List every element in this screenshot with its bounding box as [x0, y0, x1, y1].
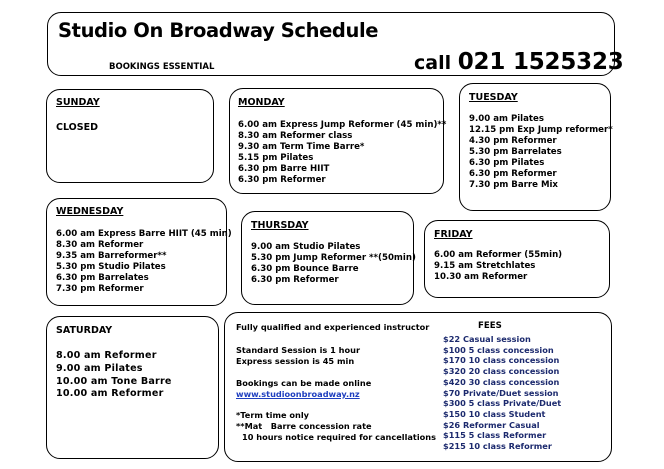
- phone-digits: 021 1525323: [457, 49, 624, 75]
- schedule-item: 6.00 am Express Barre HIIT (45 min): [56, 229, 232, 239]
- schedule-item: 5.30 pm Jump Reformer **(50min): [251, 253, 416, 263]
- call-label: call: [414, 52, 452, 74]
- day-saturday: SATURDAY: [56, 325, 113, 336]
- monday-schedule: [238, 120, 446, 186]
- tuesday-schedule: [469, 114, 613, 191]
- thursday-schedule: [251, 242, 416, 286]
- wednesday-schedule: [56, 229, 232, 295]
- schedule-item: 10.00 am Tone Barre: [56, 375, 172, 387]
- schedule-item: 9.00 am Pilates: [469, 114, 544, 124]
- schedule-item: 9.30 am Term Time Barre*: [238, 142, 365, 152]
- day-monday: MONDAY: [238, 97, 285, 108]
- page-title: Studio On Broadway Schedule: [58, 19, 379, 42]
- schedule-item: 8.30 am Reformer class: [238, 131, 353, 141]
- schedule-item: 9.00 am Pilates: [56, 362, 143, 374]
- fee-item: $70 Private/Duet session: [443, 387, 559, 398]
- fee-item: $100 5 class concession: [443, 344, 554, 355]
- day-sunday: SUNDAY: [56, 97, 100, 108]
- schedule-item: 9.35 am Barreformer**: [56, 251, 167, 261]
- fee-item: $215 10 class Reformer: [443, 441, 552, 452]
- schedule-item: 7.30 pm Barre Mix: [469, 180, 558, 190]
- fee-item: $115 5 class Reformer: [443, 430, 547, 441]
- schedule-item: 5.30 pm Barrelates: [469, 147, 562, 157]
- schedule-item: 10.30 am Reformer: [434, 272, 528, 282]
- qualified-note: Fully qualified and experienced instructor: [236, 322, 430, 332]
- schedule-item: 6.30 pm Bounce Barre: [251, 264, 359, 274]
- schedule-item: 6.30 pm Reformer: [469, 169, 557, 179]
- fee-item: $170 10 class concession: [443, 355, 560, 366]
- schedule-item: 9.15 am Stretchlates: [434, 261, 536, 271]
- schedule-item: 8.30 am Reformer: [56, 240, 144, 250]
- fee-item: $22 Casual session: [443, 334, 531, 344]
- schedule-item: 5.15 pm Pilates: [238, 153, 314, 163]
- schedule-item: 8.00 am Reformer: [56, 350, 157, 361]
- header-box: [47, 12, 624, 76]
- day-friday: FRIDAY: [434, 229, 473, 240]
- fees-list: [443, 334, 561, 452]
- fee-item: $300 5 class Private/Duet: [443, 398, 562, 409]
- schedule-item: 9.00 am Studio Pilates: [251, 242, 361, 252]
- schedule-item: 6.30 pm Reformer: [251, 275, 339, 285]
- day-thursday: THURSDAY: [251, 220, 309, 231]
- friday-schedule: [434, 250, 562, 283]
- fee-item: $420 30 class concession: [443, 376, 560, 387]
- schedule-item: 6.00 am Express Jump Reformer (45 min)**: [238, 120, 447, 130]
- fees-title: FEES: [478, 321, 502, 331]
- saturday-schedule: [56, 350, 172, 401]
- fee-item: $320 20 class concession: [443, 366, 560, 377]
- express-session-note: Express session is 45 min: [236, 356, 355, 366]
- fee-item: $150 10 class Student: [443, 408, 546, 419]
- sunday-schedule: [56, 122, 98, 133]
- schedule-item: 7.30 pm Reformer: [56, 284, 144, 294]
- schedule-item: 5.30 pm Studio Pilates: [56, 262, 166, 272]
- standard-session-note: Standard Session is 1 hour: [236, 345, 361, 355]
- day-wednesday: WEDNESDAY: [56, 206, 124, 217]
- schedule-item: 6.30 pm Barrelates: [56, 273, 149, 283]
- website-link[interactable]: www.studioonbroadway.nz: [236, 389, 360, 399]
- bookings-online-note: Bookings can be made online: [236, 378, 372, 388]
- day-tuesday: TUESDAY: [469, 92, 518, 103]
- schedule-item: CLOSED: [56, 122, 98, 133]
- schedule-item: 6.30 pm Reformer: [238, 175, 326, 185]
- schedule-item: 6.00 am Reformer (55min): [434, 250, 563, 260]
- schedule-item: 6.30 pm Barre HIIT: [238, 164, 330, 174]
- mat-barre-note: **Mat Barre concession rate: [236, 421, 372, 431]
- schedule-item: 10.00 am Reformer: [56, 388, 164, 400]
- bookings-essential: BOOKINGS ESSENTIAL: [109, 62, 215, 72]
- cancellation-note: 10 hours notice required for cancellations: [242, 432, 436, 442]
- term-time-note: *Term time only: [236, 410, 310, 420]
- schedule-item: 4.30 pm Reformer: [469, 136, 557, 146]
- fee-item: $26 Reformer Casual: [443, 419, 540, 430]
- schedule-item: 12.15 pm Exp Jump reformer*: [469, 125, 613, 135]
- phone-number: [414, 49, 624, 75]
- schedule-item: 6.30 pm Pilates: [469, 158, 545, 168]
